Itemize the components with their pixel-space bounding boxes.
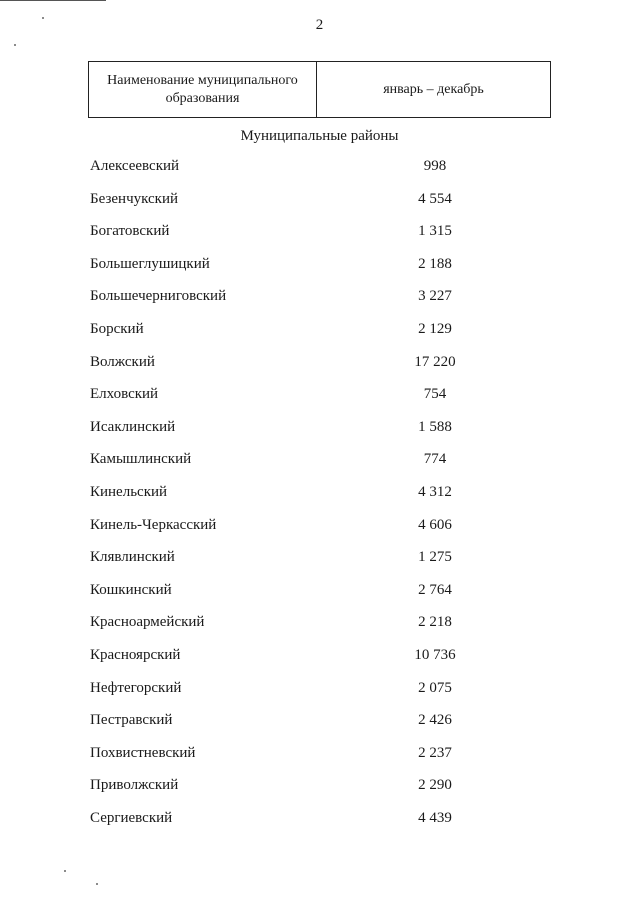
- table-row: [0, 737, 639, 770]
- district-value: 774: [423, 451, 447, 468]
- table-row: [0, 411, 639, 444]
- section-title: Муниципальные районы: [240, 128, 399, 144]
- table-row: [0, 150, 639, 183]
- scan-edge-line: [0, 0, 106, 1]
- district-name: Пестравский: [90, 712, 173, 729]
- table-row: [0, 280, 639, 313]
- table-row: [0, 476, 639, 509]
- table-row: [0, 802, 639, 835]
- district-name: Красноармейский: [90, 614, 205, 631]
- table-row: [0, 346, 639, 379]
- district-value: 2 075: [418, 679, 452, 696]
- district-name: Похвистневский: [90, 744, 196, 761]
- district-value: 754: [423, 386, 447, 403]
- district-value: 2 290: [418, 777, 452, 794]
- district-name: Приволжский: [90, 777, 179, 794]
- district-value: 10 736: [414, 646, 456, 663]
- district-value: 2 188: [418, 255, 452, 272]
- scan-speck: [64, 870, 66, 872]
- district-value: 17 220: [414, 353, 456, 370]
- district-name: Богатовский: [90, 223, 170, 240]
- district-value: 1 315: [418, 223, 452, 240]
- district-name: Кинель-Черкасский: [90, 516, 217, 533]
- table-row: [0, 704, 639, 737]
- district-name: Борский: [90, 320, 144, 337]
- district-value: 2 764: [418, 581, 452, 598]
- district-name: Исаклинский: [90, 418, 176, 435]
- district-name: Клявлинский: [90, 549, 175, 566]
- column-header-period: январь – декабрь: [383, 81, 484, 97]
- table-row: [0, 574, 639, 607]
- district-value: 998: [423, 158, 447, 174]
- table-row: [0, 443, 639, 476]
- table-header: [88, 61, 551, 118]
- page-number: 2: [315, 17, 324, 33]
- district-list: [0, 150, 639, 834]
- table-row: [0, 378, 639, 411]
- table-row: [0, 769, 639, 802]
- district-name: Елховский: [90, 386, 159, 403]
- district-value: 3 227: [418, 288, 452, 305]
- column-header-name: Наименование муниципального образования: [89, 62, 317, 117]
- district-name: Кошкинский: [90, 581, 172, 598]
- district-name: Сергиевский: [90, 809, 173, 826]
- table-row: [0, 183, 639, 216]
- district-value: 2 426: [418, 712, 452, 729]
- district-value: 2 129: [418, 320, 452, 337]
- district-value: 2 237: [418, 744, 452, 761]
- district-name: Нефтегорский: [90, 679, 182, 696]
- district-name: Красноярский: [90, 646, 181, 663]
- district-value: 1 275: [418, 549, 452, 566]
- table-row: [0, 509, 639, 542]
- table-row: [0, 248, 639, 281]
- district-value: 1 588: [418, 418, 452, 435]
- table-row: [0, 541, 639, 574]
- scan-speck: [14, 44, 16, 46]
- district-name: Большечерниговский: [90, 288, 227, 305]
- scan-speck: [96, 883, 98, 885]
- district-name: Камышлинский: [90, 451, 192, 468]
- table-row: [0, 639, 639, 672]
- district-value: 4 439: [418, 809, 452, 826]
- district-name: Волжский: [90, 353, 155, 370]
- district-name: Алексеевский: [90, 158, 180, 174]
- table-row: [0, 672, 639, 705]
- district-name: Большеглушицкий: [90, 255, 210, 272]
- table-row: [0, 215, 639, 248]
- district-name: Кинельский: [90, 483, 168, 500]
- table-row: [0, 313, 639, 346]
- district-name: Безенчукский: [90, 190, 179, 207]
- district-value: 4 606: [418, 516, 452, 533]
- table-row: [0, 606, 639, 639]
- district-value: 2 218: [418, 614, 452, 631]
- district-value: 4 554: [418, 190, 452, 207]
- district-value: 4 312: [418, 483, 452, 500]
